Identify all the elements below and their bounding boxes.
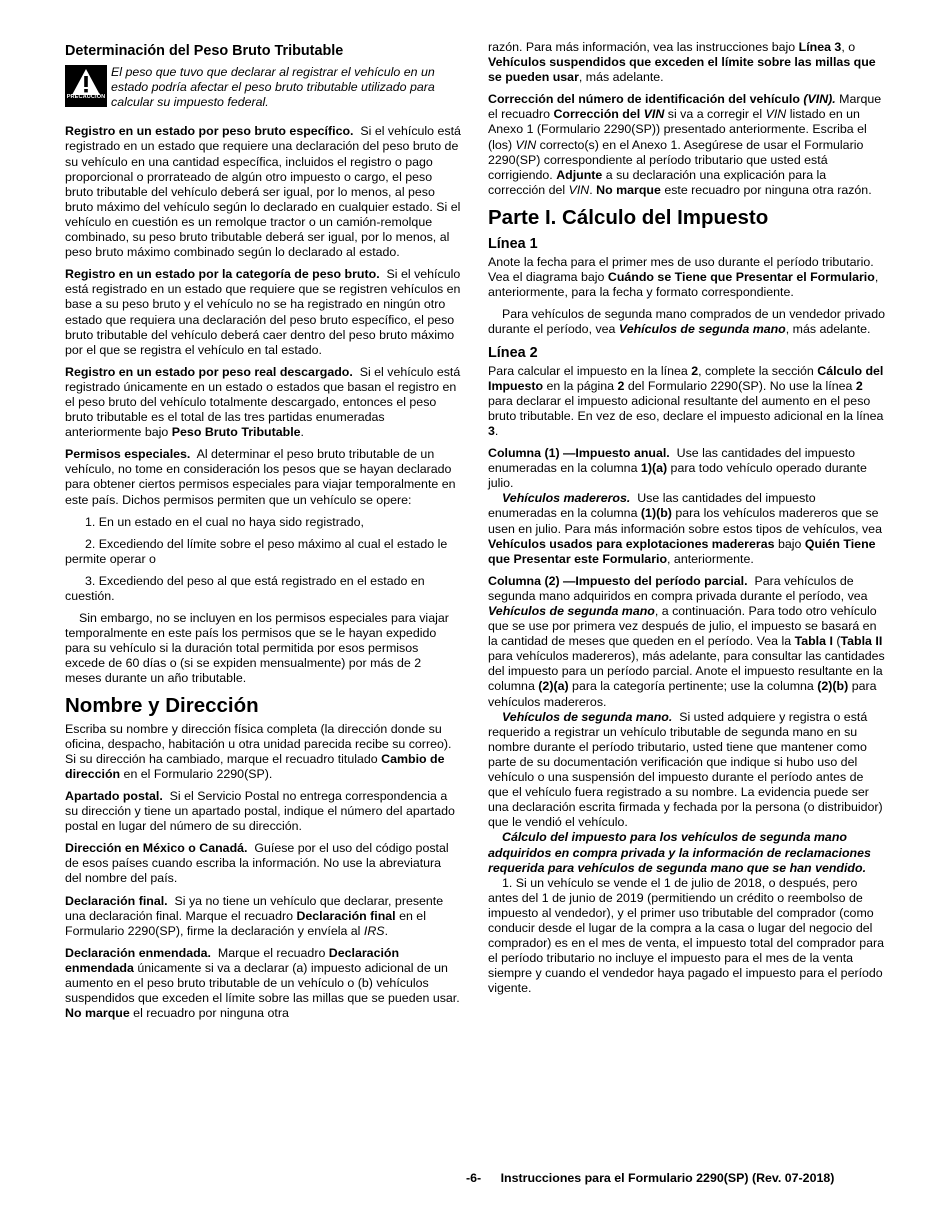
page-number: -6-: [466, 1171, 482, 1185]
paragraph-continued: razón. Para más información, vea las instrucciones bajo Línea 3, o Vehículos suspendidos que exceden el límite sobre las millas que se pueden usar, más adelante.: [488, 40, 876, 85]
paragraph-line-1-used: Para vehículos de segunda mano comprados de un vendedor privado durante el período, vea Vehículos de segunda mano, más adelante.: [488, 307, 885, 337]
heading-name-address: Nombre y Dirección: [65, 693, 259, 717]
paragraph-used-vehicles: Vehículos de segunda mano. Si usted adquiere y registra o está requerido a registrar un vehículo tributable de segunda mano en su nombre durante el período tributario, usted tiene que mantener como parte de su documentación verificación que indique si hubo uso del vehículo o una suspensión del impuesto durante el período antes de que el vehículo fuera registrado a su nombre. La evidencia puede ser una declaración escrita firmada y fechada por la persona (o distribuidor) que le vendió el vehículo.: [488, 709, 883, 830]
paragraph-po-box: Apartado postal. Si el Servicio Postal no entrega correspondencia a su dirección y tiene un apartado postal, indique el número del apartado postal en lugar del número de su dirección.: [65, 788, 455, 834]
paragraph-calc-used: Cálculo del impuesto para los vehículos de segunda mano adquiridos en compra privada y la información de reclamaciones requerida para vehículos de segunda mano que se han vendido.: [488, 830, 871, 875]
list-item: 2. Excediendo del límite sobre el peso máximo al cual el estado le permite operar o: [65, 536, 448, 566]
caution-box: [65, 65, 461, 110]
paragraph-however: Sin embargo, no se incluyen en los permisos especiales para viajar temporalmente en este país los permisos que se le hayan expedido para su vehículo si la duración total permitida por esos permisos excede de 60 días o (si se expiden mensualmente) por más de 2 meses durante un año tributable.: [65, 611, 449, 686]
right-column: [488, 40, 886, 996]
paragraph-column-1: Columna (1) —Impuesto anual. Use las cantidades del impuesto enumeradas en la columna 1)(a) para todo vehículo operado durante julio.: [488, 446, 867, 491]
paragraph-real-weight: Registro en un estado por peso real descargado. Si el vehículo está registrado únicamente en un estado o estados que basan el registro en el peso bruto del vehículo totalmente descargado, entonces el peso bruto tributable es el total de las tres partidas enumeradas anteriormente bajo Peso Bruto Tributable.: [65, 364, 461, 440]
list-item: 1. En un estado en el cual no haya sido registrado,: [85, 514, 364, 529]
paragraph-specific-weight: Registro en un estado por peso bruto específico. Si el vehículo está registrado en un estado que requiere una declaración del peso bruto de su vehículo en una cantidad específica, incluidos el registro o pago proporcional o prorrateado de algún otro impuesto o cargo, el peso bruto tributable del vehículo deberá ser igual, por lo menos, al peso bruto máximo del vehículo según lo declarado en cualquier estado. Si el vehículo en cuestión es un remolque tractor o un camión-remolque combinado, su peso bruto tributable deberá ser igual, por lo menos, al peso bruto máximo combinado según lo declarado al estado.: [65, 124, 461, 260]
paragraph-amended-return: Declaración enmendada. Marque el recuadro Declaración enmendada únicamente si va a declarar (a) impuesto adicional de un aumento en el peso bruto tributable de un vehículo o (b) vehículos suspendidos que exceden el límite sobre las millas que se pueden usar. No marque el recuadro por ninguna otra: [65, 945, 460, 1021]
paragraph-name-address: Escriba su nombre y dirección física completa (la dirección donde su oficina, despacho, habitación u otra unidad parecida recibe su correo). Si su dirección ha cambiado, marque el recuadro titulado Cambio de dirección en el Formulario 2290(SP).: [65, 721, 452, 781]
paragraph-line-2: Para calcular el impuesto en la línea 2, complete la sección Cálculo del Impuesto en la página 2 del Formulario 2290(SP). No use la línea 2 para declarar el impuesto adicional resultante del aumento en el peso bruto tributable. En vez de eso, declare el impuesto adicional en la línea 3.: [488, 363, 884, 438]
paragraph-special-permits: Permisos especiales. Al determinar el peso bruto tributable de un vehículo, no tome en consideración los pesos que se hayan declarado para obtener ciertos permisos especiales para viajar temporalmente en este país. Dichos permisos permiten que un vehículo se opere:: [65, 447, 456, 507]
caution-label: PRECAUCIÓN: [66, 94, 106, 100]
list-item: 3. Excediendo del peso al que está registrado en el estado en cuestión.: [65, 573, 425, 603]
paragraph-mexico-canada: Dirección en México o Canadá. Guíese por el uso del código postal de esos países cuando escriba la información. No use la abreviatura del nombre del país.: [65, 841, 449, 886]
heading-part-1: Parte I. Cálculo del Impuesto: [488, 205, 769, 229]
paragraph-item-1: 1. Si un vehículo se vende el 1 de julio de 2018, o después, pero antes del 1 de junio de 2019 (permitiendo un crédito o reembolso de impuesto al vendedor), y el primer uso tributable del comprador (como conducir desde el lugar de la compra a la casa o lugar del negocio del comprador) es en el mes de venta, el impuesto total del comprador para el período tributario no incluye el impuesto para el mes de la venta siempre y cuando el vendedor haya pagado el impuesto para el período vigente.: [488, 875, 885, 996]
paragraph-weight-category: Registro en un estado por la categoría de peso bruto. Si el vehículo está registrado en un estado que requiere que se registren vehículos en base a su peso bruto y el vehículo no se ha registrado en ningún otro estado que requiera una declaración del peso bruto específico, el peso bruto tributable del vehículo deberá caer dentro del peso bruto máximo por el que se registra el vehículo en tal estado.: [65, 267, 461, 357]
page-footer: [466, 1171, 834, 1185]
heading-gross-weight: Determinación del Peso Bruto Tributable: [65, 43, 344, 59]
paragraph-logging-vehicles: Vehículos madereros. Use las cantidades del impuesto enumeradas en la columna (1)(b) para los vehículos madereros que se usen en julio. Para más información sobre estos tipos de vehículos, vea Vehículos usados para explotaciones madereras bajo Quién Tiene que Presentar este Formulario, anteriormente.: [488, 491, 882, 566]
paragraph-column-2: Columna (2) —Impuesto del período parcial. Para vehículos de segunda mano adquiridos en compra privada durante el período, vea Vehículos de segunda mano, a continuación. Para todo otro vehículo que se use por primera vez después de julio, el impuesto se basará en la cantidad de meses que queden en el período. Vea la Tabla I (Tabla II para vehículos madereros), más adelante, para consultar las cantidades del impuesto para un período parcial. Anote el impuesto resultante en la columna (2)(a) para la categoría pertinente; use la columna (2)(b) para vehículos madereros.: [488, 573, 885, 709]
heading-line-1: Línea 1: [488, 235, 538, 252]
caution-text: El peso que tuvo que declarar al registrar el vehículo en un estado podría afectar el peso bruto tributable utilizado para calcular su impuesto federal.: [111, 65, 435, 110]
paragraph-vin-correction: Corrección del número de identificación del vehículo (VIN). Marque el recuadro Corrección del VIN si va a corregir el VIN listado en un Anexo 1 (Formulario 2290(SP)) presentado anteriormente. Escriba el (los) VIN correcto(s) en el Anexo 1. Asegúrese de usar el Formulario 2290(SP) correspondiente al período tributario que usted está corrigiendo. Adjunte a su declaración una explicación para la corrección del VIN. No marque este recuadro por ninguna otra razón.: [488, 92, 882, 197]
left-column: [65, 40, 461, 1028]
footer-title: Instrucciones para el Formulario 2290(SP) (Rev. 07-2018): [500, 1171, 835, 1185]
paragraph-final-return: Declaración final. Si ya no tiene un vehículo que declarar, presente una declaración final. Marque el recuadro Declaración final en el Formulario 2290(SP), firme la declaración y envíela al IRS.: [65, 893, 444, 938]
caution-icon: [65, 65, 107, 107]
paragraph-line-1: Anote la fecha para el primer mes de uso durante el período tributario. Vea el diagrama bajo Cuándo se Tiene que Presentar el Formulario, anteriormente, para la fecha y formato correspondiente.: [488, 255, 879, 300]
heading-line-2: Línea 2: [488, 344, 538, 361]
